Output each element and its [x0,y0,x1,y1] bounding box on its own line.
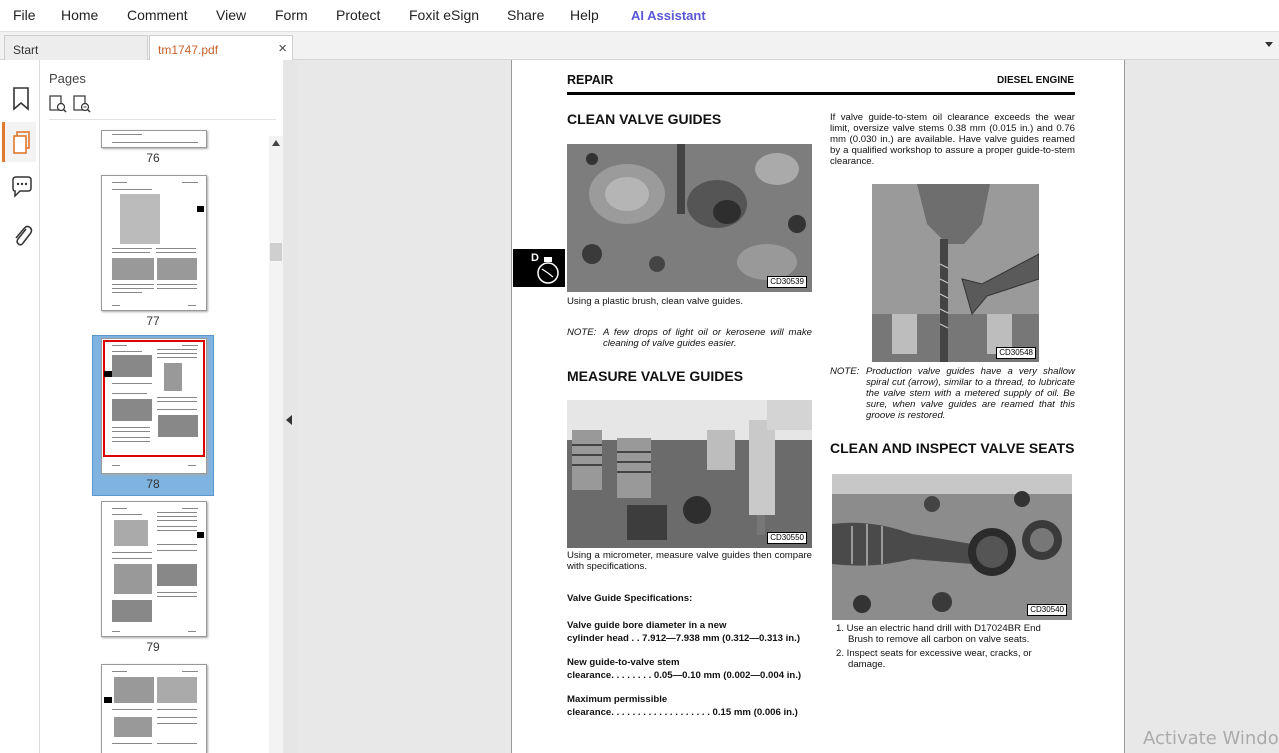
chevron-down-icon[interactable] [1265,42,1273,47]
close-icon[interactable]: × [278,40,287,57]
menu-ai-assistant[interactable]: AI Assistant [631,8,706,23]
body-paragraph: If valve guide-to-stem oil clearance exceeds the wear limit, oversize valve stems 0.38 mm (0.015 in.) and 0.76 mm (0.030 in.) are available. Have valve guides reamed by a qualified workshop to assure a proper guide-to-stem clearance. [830,112,1075,167]
thumbnail-label: 76 [146,151,160,165]
spec-line: Maximum permissible [567,694,668,705]
section-title: MEASURE VALVE GUIDES [567,368,744,384]
page-options-icon[interactable] [49,95,67,118]
page-thumbnail[interactable] [101,501,207,637]
menu-help[interactable]: Help [570,7,599,23]
navigation-rail [0,60,40,753]
header-rule [567,92,1075,95]
thumbnail-label: 79 [146,640,160,654]
collapse-panel-icon[interactable] [286,415,292,425]
pages-icon[interactable] [2,122,36,162]
page-thumbnail-current[interactable] [101,338,207,474]
spec-line: clearance. . . . . . . . . . . . . . . . . . . 0.15 mm (0.006 in.) [567,707,798,718]
panel-title: Pages [49,71,86,86]
menu-comment[interactable]: Comment [127,7,188,23]
bookmark-icon[interactable] [4,78,38,118]
tab-document-label: tm1747.pdf [158,43,219,57]
document-tab-bar [0,32,1279,60]
note-label: NOTE: [567,327,597,338]
pdf-page [511,60,1125,753]
menu-foxit-esign[interactable]: Foxit eSign [409,7,480,23]
spec-line: New guide-to-valve stem [567,657,680,668]
step-item: 2. Inspect seats for excessive wear, cracks, or damage. [836,648,1032,670]
page-thumbnail[interactable] [101,130,207,148]
menu-home[interactable]: Home [61,7,99,23]
page-header-right: DIESEL ENGINE [996,75,1074,86]
note-text: A few drops of light oil or kerosene will make cleaning of valve guides easier. [603,327,812,349]
photo-valve-guide-spiral [872,184,1039,362]
document-viewer[interactable] [297,60,1279,753]
figure-caption: Using a plastic brush, clean valve guides. [567,296,743,307]
note-text: Production valve guides have a very shallow spiral cut (arrow), similar to a thread, to lubricate the valve stem with a metered supply of oil. Be sure, when valve guides are reamed that this groove is restored. [866,366,1075,421]
page-thumbnail[interactable] [101,664,207,753]
zoom-thumbnails-icon[interactable] [73,95,91,118]
menu-view[interactable]: View [216,7,247,23]
spec-line: Valve guide bore diameter in a new [567,620,727,631]
clock-icon [534,257,562,285]
figure-code: CD30539 [767,276,807,288]
thumbnail-scrollbar[interactable] [269,136,283,753]
tab-start-label: Start [13,43,39,57]
attachment-icon[interactable] [4,214,38,254]
menu-share[interactable]: Share [507,7,545,23]
thumbnail-label: 77 [146,314,160,328]
figure-code: CD30550 [767,532,807,544]
figure-code: CD30540 [1027,604,1067,616]
scrollbar-thumb[interactable] [270,243,282,261]
step-item: 1. Use an electric hand drill with D17024BR End Brush to remove all carbon on valve seats. [836,623,1041,645]
note-label: NOTE: [830,366,860,377]
spec-title: Valve Guide Specifications: [567,593,693,604]
section-title: CLEAN AND INSPECT VALVE SEATS [830,440,1075,456]
figure-caption: Using a micrometer, measure valve guides then compare with specifications. [567,550,812,572]
thumbnail-label: 78 [146,477,160,491]
tab-start[interactable] [4,35,148,60]
photo-valve-guide-cleaning [567,144,812,292]
page-header-left: REPAIR [567,73,614,87]
section-title: CLEAN VALVE GUIDES [567,111,722,127]
spec-line: cylinder head . . 7.912—7.938 mm (0.312—0.313 in.) [567,633,801,644]
badge-letter: D [531,252,539,264]
engine-section-badge [513,249,565,287]
photo-valve-seat-drill [832,474,1072,620]
comments-icon[interactable] [4,167,38,207]
panel-collapse-strip[interactable] [283,60,297,753]
photo-micrometer [567,400,812,548]
menu-bar [0,0,1279,32]
page-thumbnail[interactable] [101,175,207,311]
divider [49,119,276,120]
spec-line: clearance. . . . . . . . 0.05—0.10 mm (0.002—0.004 in.) [567,670,802,681]
menu-form[interactable]: Form [275,7,308,23]
activation-watermark: Activate Windo [1143,728,1279,749]
menu-protect[interactable]: Protect [336,7,381,23]
menu-file[interactable]: File [13,7,36,23]
tab-document[interactable] [149,35,293,61]
scroll-up-icon[interactable] [272,140,280,146]
figure-code: CD30548 [996,347,1036,359]
